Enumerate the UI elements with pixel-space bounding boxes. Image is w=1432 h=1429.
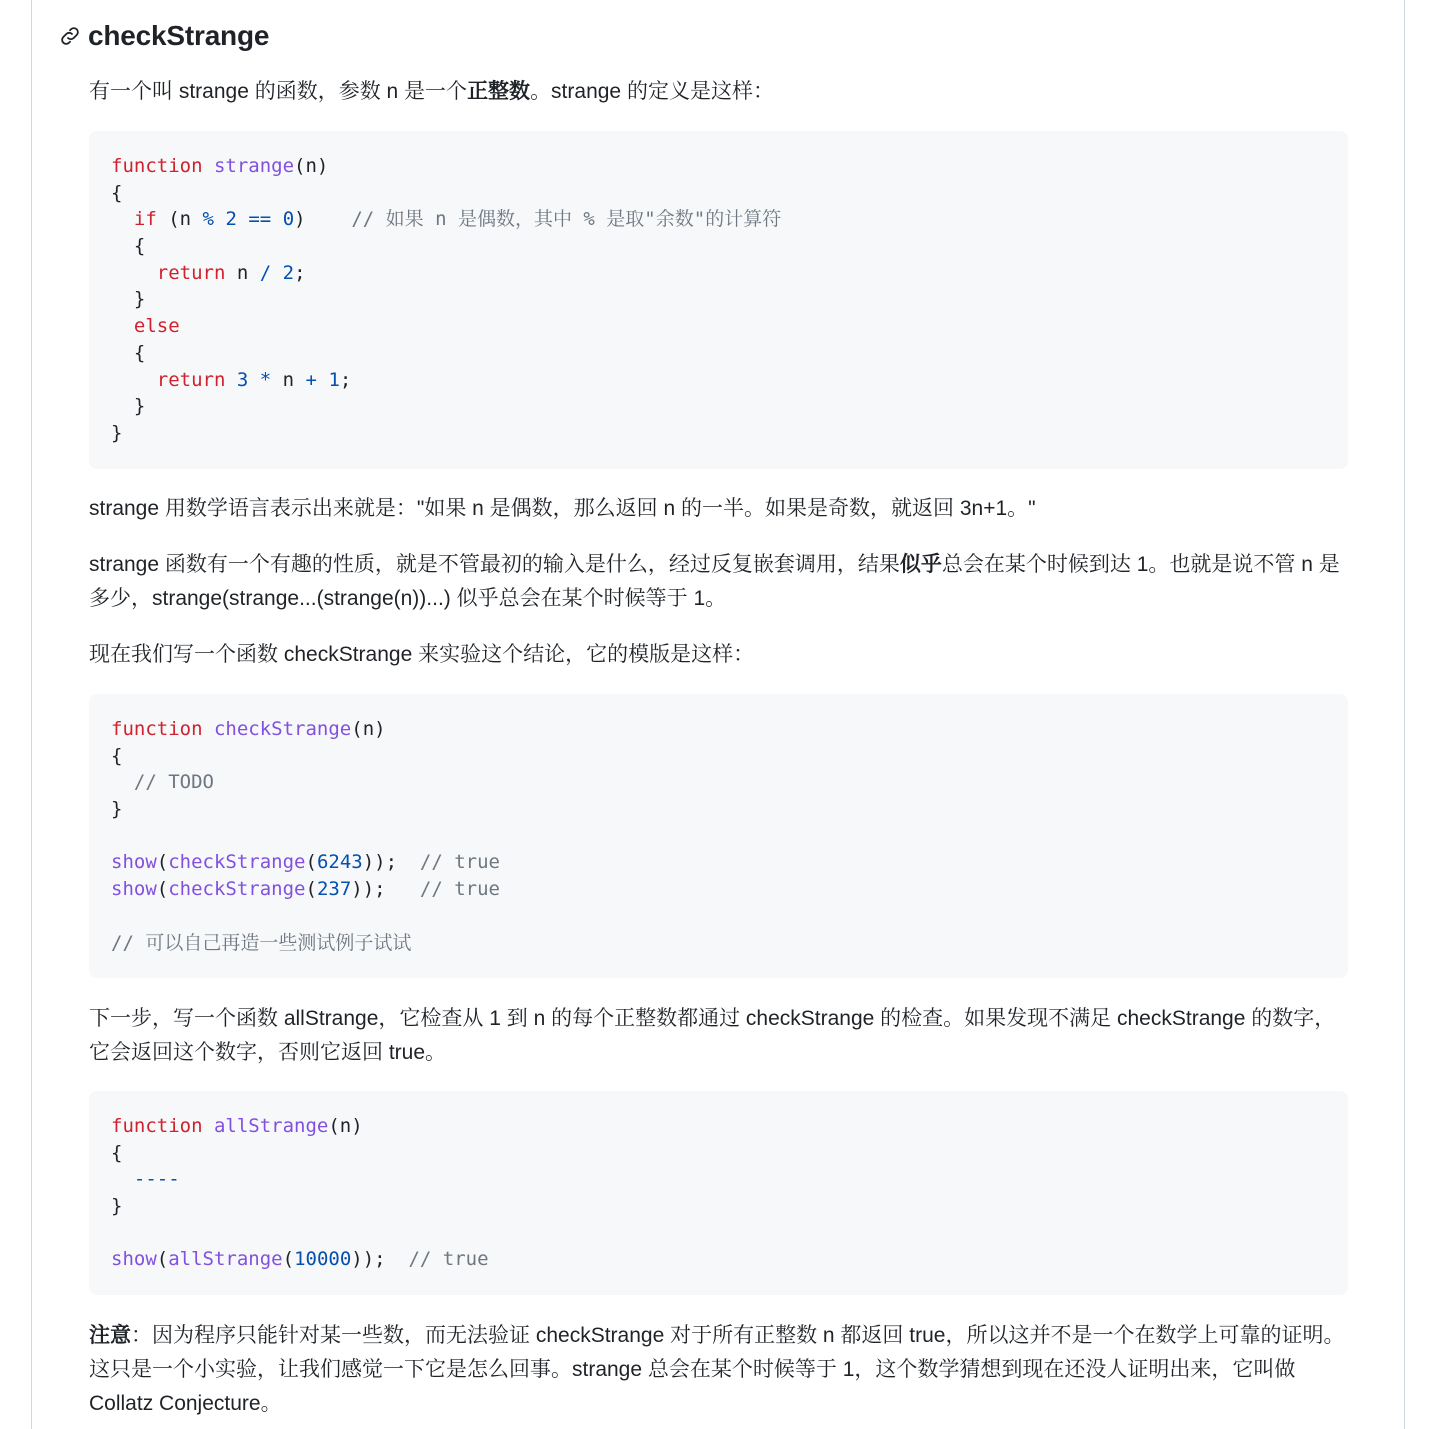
note-label: 注意 [89,1324,131,1347]
math-paragraph [89,492,1348,526]
property-text-before: strange 函数有一个有趣的性质，就是不管最初的输入是什么，经过反复嵌套调用，结果 [89,553,900,576]
property-paragraph [89,548,1348,616]
property-bold: 似乎 [899,553,942,576]
code-block-checkstrange: function checkStrange(n) { // TODO } show(checkStrange(6243)); // true show(checkStrange(237)); // true // 可以自己再造一些测试例子试试 [89,694,1348,978]
intro-text-after: 。strange 的定义是这样： [530,80,774,103]
allstrange-paragraph [89,1002,1348,1070]
intro-bold: 正整数 [467,80,531,103]
allstrange-text: 下一步，写一个函数 allStrange，它检查从 1 到 n 的每个正整数都通过 checkStrange 的检查。如果发现不满足 checkStrange 的数字，它会返回这个数字，否则它返回 true。 [89,1007,1336,1064]
code-block-allstrange: function allStrange(n) { ---- } show(allStrange(10000)); // true [89,1091,1348,1295]
section-heading [58,14,269,58]
property-text-after: 总会在某个时候到达 1。也就是说不管 n 是多少，strange(strange...(strange(n))...) 似乎总会在某个时候等于 1。 [89,553,1340,610]
check-paragraph [89,638,1348,672]
link-icon[interactable] [58,24,82,48]
note-paragraph [89,1319,1348,1421]
code-block-strange: function strange(n) { if (n % 2 == 0) // 如果 n 是偶数，其中 % 是取"余数"的计算符 { return n / 2; } else { return 3 * n + 1; } } [89,131,1348,469]
intro-paragraph [89,75,1348,109]
intro-text-before: 有一个叫 strange 的函数，参数 n 是一个 [89,80,468,103]
section-title: checkStrange [88,20,270,51]
math-text: strange 用数学语言表示出来就是："如果 n 是偶数，那么返回 n 的一半。如果是奇数，就返回 3n+1。" [89,497,1036,520]
note-text: ：因为程序只能针对某一些数，而无法验证 checkStrange 对于所有正整数 n 都返回 true，所以这并不是一个在数学上可靠的证明。这只是一个小实验，让我们感觉一下它是怎么回事。strange 总会在某个时候等于 1，这个数学猜想到现在还没人证明出来，它叫做 Collatz Conjecture。 [89,1324,1345,1415]
check-text: 现在我们写一个函数 checkStrange 来实验这个结论，它的模版是这样： [89,643,755,666]
